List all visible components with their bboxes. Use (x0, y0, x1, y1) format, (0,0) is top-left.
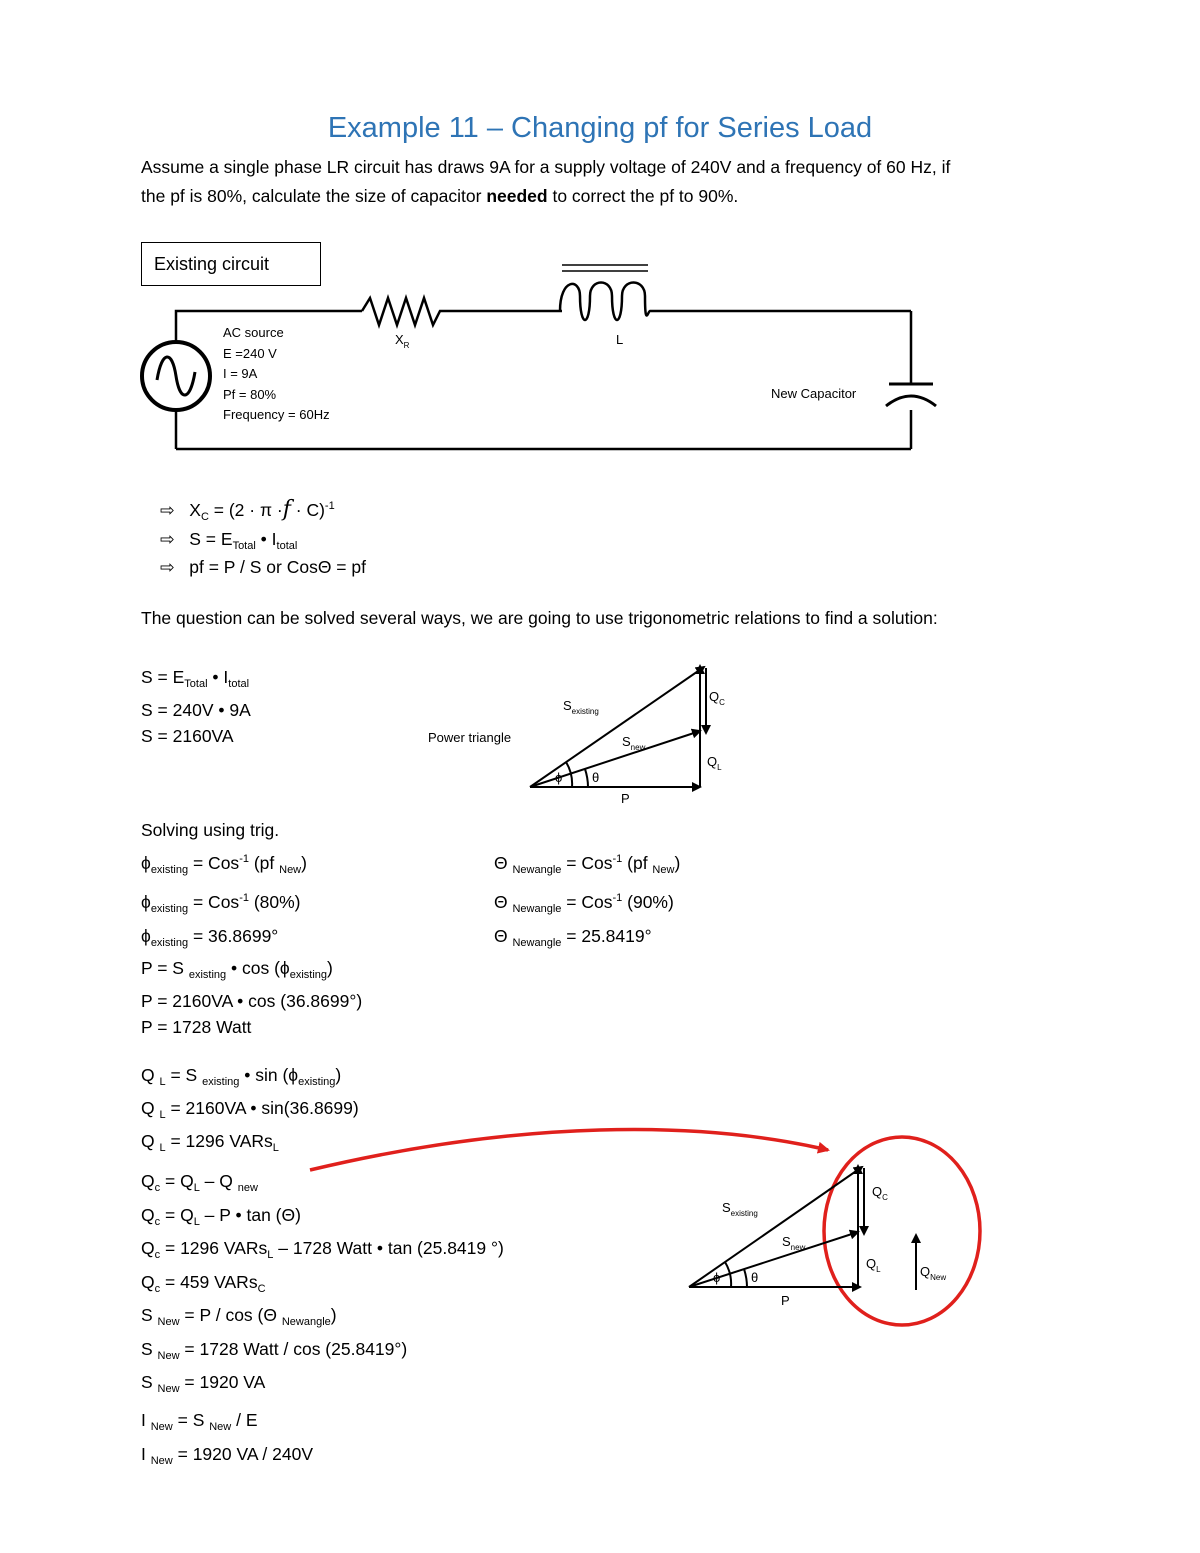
arrow-icon: ⇨ (160, 500, 175, 520)
source-line: I = 9A (223, 366, 258, 382)
s-new-calculation: S $_{New}$ = P / cos (Θ $_{Newangle}$) S $_{New}$ = 1728 Watt / cos (25.8419°) S $_{New}$ = 1920 VA (141, 1305, 408, 1395)
problem-line-1: Assume a single phase LR circuit has draws 9A for a supply voltage of 240V and a frequency of 60 Hz, if (141, 157, 951, 177)
annotation-circle (824, 1137, 980, 1325)
formula-xc: ⇨ $X_C = (2 \cdot \pi \cdot f \cdot C)^{-1}$ (160, 497, 335, 523)
trig-line: $\phi_{existing} = 36.8699^\circ$ (141, 926, 279, 949)
p-label-2: P (781, 1293, 790, 1308)
p-label: P (621, 791, 630, 806)
qc-label-2: $Q_C$ (872, 1184, 888, 1202)
ac-source-info (223, 323, 330, 426)
power-triangle-caption: Power triangle (428, 730, 512, 745)
phi-arc-2 (725, 1262, 731, 1287)
s-existing-vector-2 (689, 1167, 862, 1287)
ac-source-icon (142, 342, 210, 410)
source-line: Pf = 80% (223, 386, 277, 402)
ql-label-2: $Q_L$ (866, 1256, 881, 1274)
trig-heading: Solving using trig. (141, 820, 280, 840)
phi-label: ϕ (555, 770, 563, 785)
problem-statement (141, 153, 1071, 211)
capacitor-plate-curved (886, 396, 936, 406)
resistor-symbol (362, 298, 445, 325)
formula-pf: ⇨ pf = P / S or CosΘ = pf (160, 557, 366, 577)
theta-arc (585, 769, 588, 787)
s-calculation: $S = E_{Total}$ • $I_{total}$ S = 240V • 9A S = 2160VA (141, 667, 251, 746)
source-line: AC source (223, 325, 284, 340)
existing-circuit-label: Existing circuit (141, 242, 321, 286)
s-new-label-2: $S_{new}$ (782, 1234, 806, 1252)
i-new-calculation: I $_{New}$ = S $_{New}$ / E I $_{New}$ = 1920 VA / 240V (141, 1410, 314, 1467)
arrow-icon: ⇨ (160, 557, 175, 577)
inductor-coil (560, 283, 650, 321)
trig-line: Θ $_{Newangle}$ = 25.8419° (494, 926, 652, 949)
trig-line: $\phi_{existing} = Cos^{-1}$ (pf $_{New}$) (141, 853, 307, 876)
capacitor-label: New Capacitor (771, 386, 857, 401)
trig-left-column (141, 846, 307, 958)
s-existing-label-2: $S_{existing}$ (722, 1200, 758, 1218)
theta-label-2: θ (751, 1270, 759, 1285)
qc-label: $Q_C$ (709, 689, 725, 707)
arrow-icon: ⇨ (160, 529, 175, 549)
page-title: Example 11 – Changing pf for Series Load (327, 112, 873, 144)
phi-label-2: ϕ (713, 1270, 721, 1285)
intro-text: The question can be solved several ways, we are going to use trigonometric relations to find a solution: (141, 608, 938, 628)
formula-s: ⇨ $S = E_{Total}$ • $I_{total}$ (160, 529, 298, 552)
problem-line-2: the pf is 80%, calculate the size of capacitor needed to correct the pf to 90%. (141, 186, 739, 206)
ql-label: $Q_L$ (707, 754, 722, 772)
theta-arc-2 (744, 1269, 747, 1287)
trig-line: Θ $_{Newangle}$ = Cos$^{-1}$ (90%) (494, 891, 674, 915)
qnew-label: $Q_{New}$ (920, 1264, 947, 1282)
trig-right-column (494, 846, 680, 958)
source-line: Frequency = 60Hz (223, 407, 330, 423)
annotation-arrow (310, 1130, 828, 1170)
trig-line: Θ $_{Newangle}$ = Cos$^{-1}$ (pf $_{New}$) (494, 853, 681, 876)
s-existing-vector (530, 667, 704, 787)
qc-calculation: $Q_c = Q_L - Q$ $_{new}$ $Q_c = Q_L - P$ • tan (Θ) $Q_c = 1296$ VARs$_L$ – 1728 Watt • tan (25.8419 °) $Q_c = 459$ VARs$_C$ (141, 1171, 504, 1295)
inductor-label: L (616, 332, 624, 347)
sine-wave-icon (157, 357, 195, 395)
source-line: E =240 V (223, 345, 277, 361)
p-calculation: P = S $_{existing}$ • $\cos (\phi_{existing})$ P = 2160VA • cos (36.8699°) P = 1728 Watt (141, 958, 363, 1037)
phi-arc (566, 762, 572, 787)
trig-line: $\phi_{existing} = Cos^{-1}$ (80%) (141, 891, 301, 915)
s-new-label: $S_{new}$ (622, 734, 646, 752)
resistor-label: $X_R$ (395, 332, 410, 350)
ql-calculation: Q $_L$ = S $_{existing}$ • $\sin (\phi_{existing})$ Q $_L$ = 2160VA • sin(36.8699) Q $_L$ = 1296 VARs$_L$ (141, 1065, 359, 1154)
s-existing-label: $S_{existing}$ (563, 698, 599, 716)
theta-label: θ (592, 770, 600, 785)
